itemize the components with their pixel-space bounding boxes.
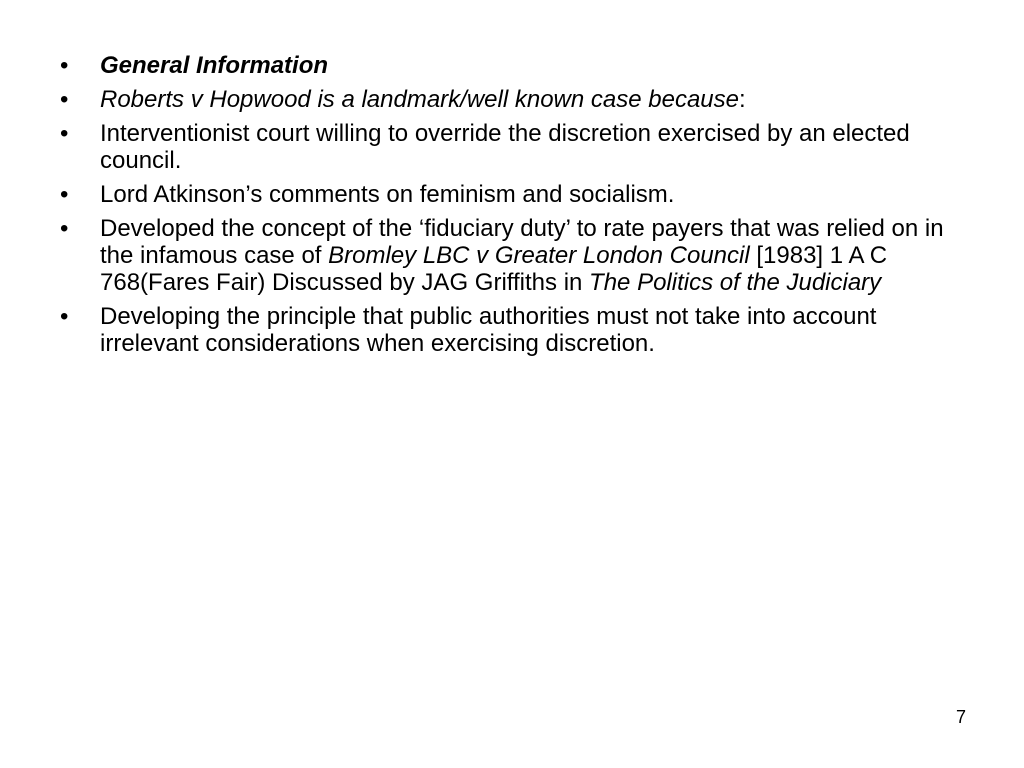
bullet-text: Interventionist court willing to override the discretion exercised by an elected council. bbox=[100, 120, 910, 174]
bullet-icon: • bbox=[60, 181, 69, 208]
case-name-bromley: Bromley LBC v Greater London Council bbox=[328, 242, 750, 269]
bullet-icon: • bbox=[60, 52, 69, 79]
bullet-text: Developing the principle that public authorities must not take into account irrelevant considerations when exercising discretion. bbox=[100, 303, 877, 357]
book-title: The Politics of the Judiciary bbox=[589, 269, 882, 296]
bullet-fiduciary-duty bbox=[60, 215, 970, 296]
case-title-text: Roberts v Hopwood is a landmark/well known case because bbox=[100, 86, 739, 113]
bullet-icon: • bbox=[60, 86, 69, 113]
bullet-icon: • bbox=[60, 120, 69, 147]
bullet-interventionist-court bbox=[60, 120, 970, 174]
page-number: 7 bbox=[955, 707, 966, 727]
bullet-icon: • bbox=[60, 215, 69, 242]
bullet-roberts-v-hopwood bbox=[60, 86, 970, 113]
section-heading: General Information bbox=[100, 52, 329, 79]
bullet-icon: • bbox=[60, 303, 69, 330]
bullet-general-information bbox=[60, 52, 970, 79]
case-citation: [1983] 1 A C 768(Fares Fair) Discussed by JAG Griffiths in bbox=[100, 242, 888, 296]
bullet-lord-atkinson bbox=[60, 181, 970, 208]
bullet-text: Lord Atkinson’s comments on feminism and socialism. bbox=[100, 181, 675, 208]
bullet-text: Developed the concept of the ‘fiduciary duty’ to rate payers that was relied on in the infamous case of bbox=[100, 215, 944, 269]
bullet-list bbox=[60, 52, 970, 364]
case-title-suffix: : bbox=[739, 86, 746, 113]
bullet-irrelevant-considerations bbox=[60, 303, 970, 357]
